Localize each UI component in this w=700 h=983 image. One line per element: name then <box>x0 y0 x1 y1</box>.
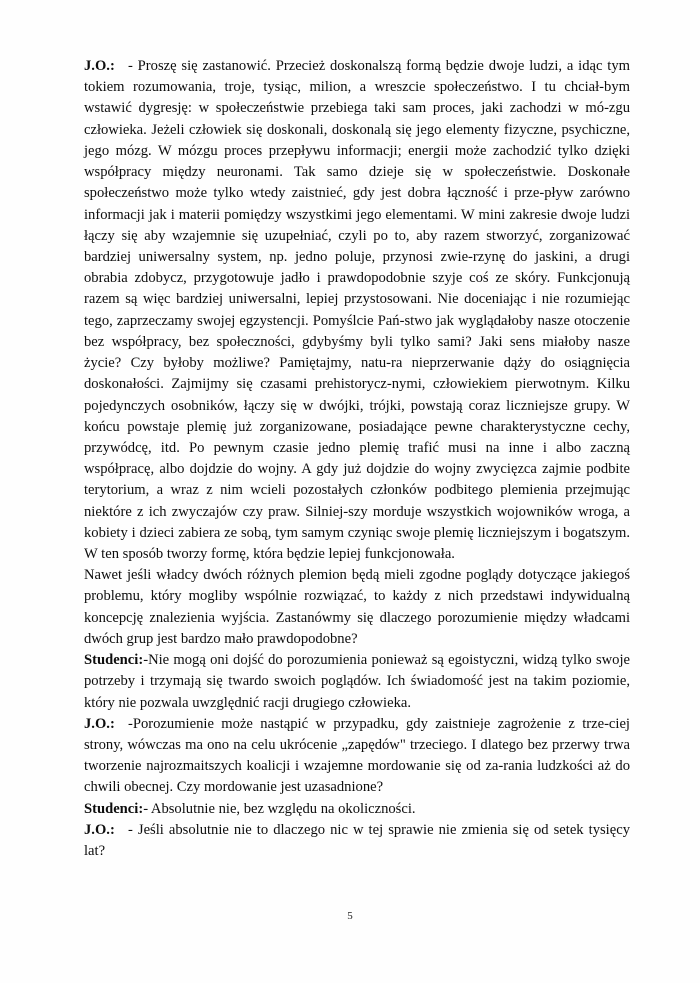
dialogue-text: - Proszę się zastanowić. Przecież doskonalszą formą będzie dwoje ludzi, a idąc tym tokiem rozumowania, troje, tysiąc, milion, a wreszcie społeczeństwo. I tu chciał-bym wstawić dygresję: w społeczeństwie przebiega taki sam proces, jaki zachodzi w mó-zgu człowieka. Jeżeli człowiek się doskonali, doskonalą się jego elementy fizyczne, psychiczne, jego mózg. W mózgu proces przepływu informacji; energii może zachodzić tylko dzięki współpracy między neuronami. Tak samo dzieje się w społeczeństwie. Doskonałe społeczeństwo może tylko wtedy zaistnieć, gdy jest dobra łączność i prze-pływ zarówno informacji jak i materii pomiędzy wszystkimi jego elementami. W mini zakresie dwoje ludzi łączy się aby wzajemnie się uzupełniać, czyli po to, aby razem stworzyć, zorganizować bardziej uniwersalny system, np. jedno poluje, przynosi zwie-rzynę do jaskini, a drugi obrabia zdobycz, przygotowuje jadło i prawdopodobnie szyje coś ze skóry. Funkcjonują razem są więc bardziej uniwersalni, lepiej przystosowani. Nie doceniając i nie rozumiejąc tego, zaprzeczamy swojej egzystencji. Pomyślcie Pań-stwo jak wyglądałoby nasze otoczenie bez współpracy, bez społeczności, gdybyśmy byli tylko sami? Jaki sens miałoby nasze życie? Czy byłoby możliwe? Pamiętajmy, natu-ra nieprzerwanie dąży do osiągnięcia doskonałości. Zajmijmy się czasami prehistorycz-nymi, człowiekiem pierwotnym. Kilku pojedynczych osobników, łączy się w dwójki, trójki, powstają coraz liczniejsze grupy. W końcu powstaje plemię już zorganizowane, posiadające pewne charakterystyczne cechy, przywódcę, itd. Po pewnym czasie jedno plemię trafić musi na inne i albo zaczną współpracę, albo dojdzie do wojny. A gdy już dojdzie do wojny zwycięzca zajmie podbite terytorium, a wraz z nim wcieli pozostałych członków podbitego plemienia przejmując niektóre z ich zwyczajów czy praw. Silniej-szy morduje wszystkich wojowników wroga, a kobiety i dzieci zabiera ze sobą, tym samym czyniąc swoje plemię liczniejszym i bogatszym. W ten sposób tworzy formę, która będzie lepiej funkcjonowała. <box>84 58 630 563</box>
dialogue-text: -Nie mogą oni dojść do porozumienia ponieważ są egoistyczni, widzą tylko swoje potrzeby i trzymają się twardo swoich poglądów. Ich świadomość jest na takim poziomie, który nie pozwala uwzględnić racji drugiego człowieka. <box>84 652 630 711</box>
dialogue-text: - Jeśli absolutnie nie to dlaczego nic w tej sprawie nie zmienia się od setek tysięcy lat? <box>84 821 630 860</box>
speaker-label: J.O.: <box>84 821 115 838</box>
document-body <box>84 56 630 862</box>
dialogue-block <box>84 820 630 862</box>
dialogue-text: - Absolutnie nie, bez względu na okoliczności. <box>143 800 416 817</box>
speaker-label: Studenci: <box>84 800 144 817</box>
dialogue-block <box>84 714 630 799</box>
dialogue-text: Nawet jeśli władcy dwóch różnych plemion będą mieli zgodne poglądy dotyczące jakiegoś problemu, który mogliby wspólnie rozwiązać, to każdy z nich przedstawi indywidualną koncepcję znalezienia wyjścia. Zastanówmy się dlaczego porozumienie między władcami dwóch grup jest bardzo mało prawdopodobne? <box>84 567 630 647</box>
dialogue-block <box>84 799 630 820</box>
dialogue-block <box>84 650 630 714</box>
dialogue-block <box>84 56 630 565</box>
page-number: 5 <box>347 910 353 922</box>
speaker-label: J.O.: <box>84 58 115 74</box>
speaker-label: Studenci: <box>84 652 144 669</box>
dialogue-block <box>84 565 630 650</box>
dialogue-text: -Porozumienie może nastąpić w przypadku, gdy zaistnieje zagrożenie z trze-ciej strony, wówczas ma ono na celu ukrócenie „zapędów" trzeciego. I dlatego bez przerwy trwa tworzenie najrozmaitszych koalicji i wzajemne mordowanie się od za-rania ludzkości aż do chwili obecnej. Czy mordowanie jest uzasadnione? <box>84 715 630 796</box>
speaker-label: J.O.: <box>84 715 115 732</box>
